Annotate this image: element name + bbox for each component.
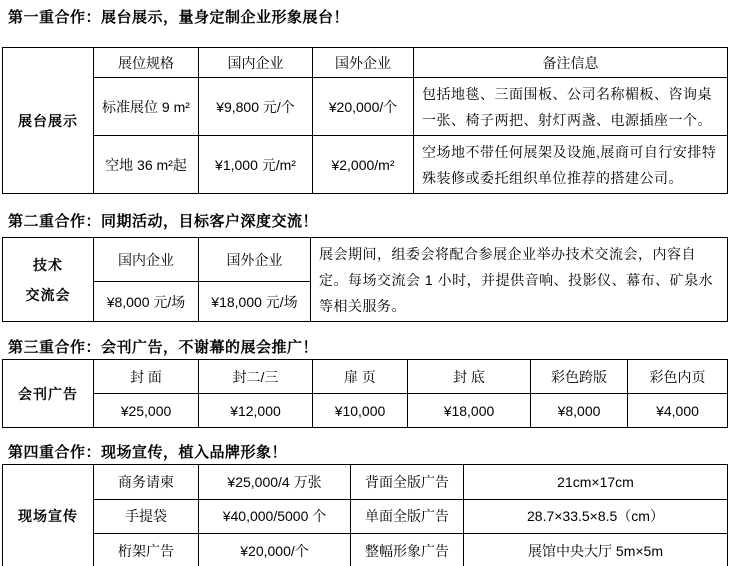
booth-spec-standard: 标准展位 9 m² <box>94 78 199 136</box>
tech-header-foreign: 国外企业 <box>199 238 311 282</box>
onsite-item-invitation: 商务请柬 <box>94 465 199 500</box>
onsite-ad-truss: 整幅形象广告 <box>351 534 464 566</box>
onsite-size-invitation: 21cm×17cm <box>464 465 728 500</box>
onsite-item-bag: 手提袋 <box>94 499 199 534</box>
journal-col-front-cover: 封 面 <box>94 360 199 394</box>
booth-header-remark: 备注信息 <box>414 48 728 78</box>
onsite-ad-bag: 单面全版广告 <box>351 499 464 534</box>
booth-price-foreign-standard: ¥20,000/个 <box>313 78 414 136</box>
tech-exchange-table <box>2 237 728 322</box>
booth-header-spec: 展位规格 <box>94 48 199 78</box>
journal-col-title-page: 扉 页 <box>313 360 408 394</box>
journal-col-back-cover: 封 底 <box>408 360 531 394</box>
booth-price-domestic-standard: ¥9,800 元/个 <box>199 78 313 136</box>
journal-price-title-page: ¥10,000 <box>313 394 408 428</box>
booth-remark-standard: 包括地毯、三面围板、公司名称楣板、咨询桌一张、椅子两把、射灯两盏、电源插座一个。 <box>414 78 728 136</box>
journal-price-inside-covers: ¥12,000 <box>199 394 313 428</box>
journal-price-color-spread: ¥8,000 <box>531 394 628 428</box>
tech-exchange-row-label <box>3 238 94 322</box>
table-row <box>3 238 728 282</box>
onsite-price-bag: ¥40,000/5000 个 <box>199 499 351 534</box>
booth-spec-rawspace: 空地 36 m²起 <box>94 136 199 194</box>
onsite-promo-table <box>2 464 728 566</box>
onsite-price-invitation: ¥25,000/4 万张 <box>199 465 351 500</box>
onsite-ad-invitation: 背面全版广告 <box>351 465 464 500</box>
onsite-item-truss: 桁架广告 <box>94 534 199 566</box>
tech-exchange-remark: 展会期间，组委会将配合参展企业举办技术交流会，内容自定。每场交流会 1 小时，并提供音响、投影仪、幕布、矿泉水等相关服务。 <box>311 238 728 322</box>
tech-price-domestic: ¥8,000 元/场 <box>94 282 199 322</box>
table-row <box>3 136 728 194</box>
section1-title: 第一重合作：展台展示，量身定制企业形象展台！ <box>8 9 350 26</box>
journal-price-color-inner: ¥4,000 <box>628 394 728 428</box>
onsite-row-label: 现场宣传 <box>3 465 94 566</box>
table-row <box>3 360 728 394</box>
booth-remark-rawspace: 空场地不带任何展架及设施,展商可自行安排特殊装修或委托组织单位推荐的搭建公司。 <box>414 136 728 194</box>
onsite-size-truss: 展馆中央大厅 5m×5m <box>464 534 728 566</box>
tech-header-domestic: 国内企业 <box>94 238 199 282</box>
journal-col-inside-covers: 封二/三 <box>199 360 313 394</box>
journal-col-color-spread: 彩色跨版 <box>531 360 628 394</box>
table-row <box>3 465 728 500</box>
journal-ads-row-label: 会刊广告 <box>3 360 94 428</box>
table-row <box>3 499 728 534</box>
booth-price-domestic-rawspace: ¥1,000 元/m² <box>199 136 313 194</box>
section4-title: 第四重合作：现场宣传，植入品牌形象！ <box>8 444 288 461</box>
table-row <box>3 48 728 78</box>
booth-price-foreign-rawspace: ¥2,000/m² <box>313 136 414 194</box>
tech-price-foreign: ¥18,000 元/场 <box>199 282 311 322</box>
section2-title: 第二重合作：同期活动，目标客户深度交流！ <box>8 213 319 230</box>
section3-title: 第三重合作：会刊广告，不谢幕的展会推广！ <box>8 339 319 356</box>
tech-exchange-label-line2: 交流会 <box>25 286 71 303</box>
journal-price-front-cover: ¥25,000 <box>94 394 199 428</box>
journal-price-back-cover: ¥18,000 <box>408 394 531 428</box>
table-row <box>3 394 728 428</box>
table-row <box>3 534 728 566</box>
booth-row-label: 展台展示 <box>3 48 94 194</box>
onsite-size-bag: 28.7×33.5×8.5（cm） <box>464 499 728 534</box>
booth-display-table <box>2 47 728 194</box>
table-row <box>3 78 728 136</box>
booth-header-foreign: 国外企业 <box>313 48 414 78</box>
journal-ads-table <box>2 359 728 428</box>
tech-exchange-label-line1: 技术 <box>33 256 63 273</box>
booth-header-domestic: 国内企业 <box>199 48 313 78</box>
onsite-price-truss: ¥20,000/个 <box>199 534 351 566</box>
journal-col-color-inner: 彩色内页 <box>628 360 728 394</box>
